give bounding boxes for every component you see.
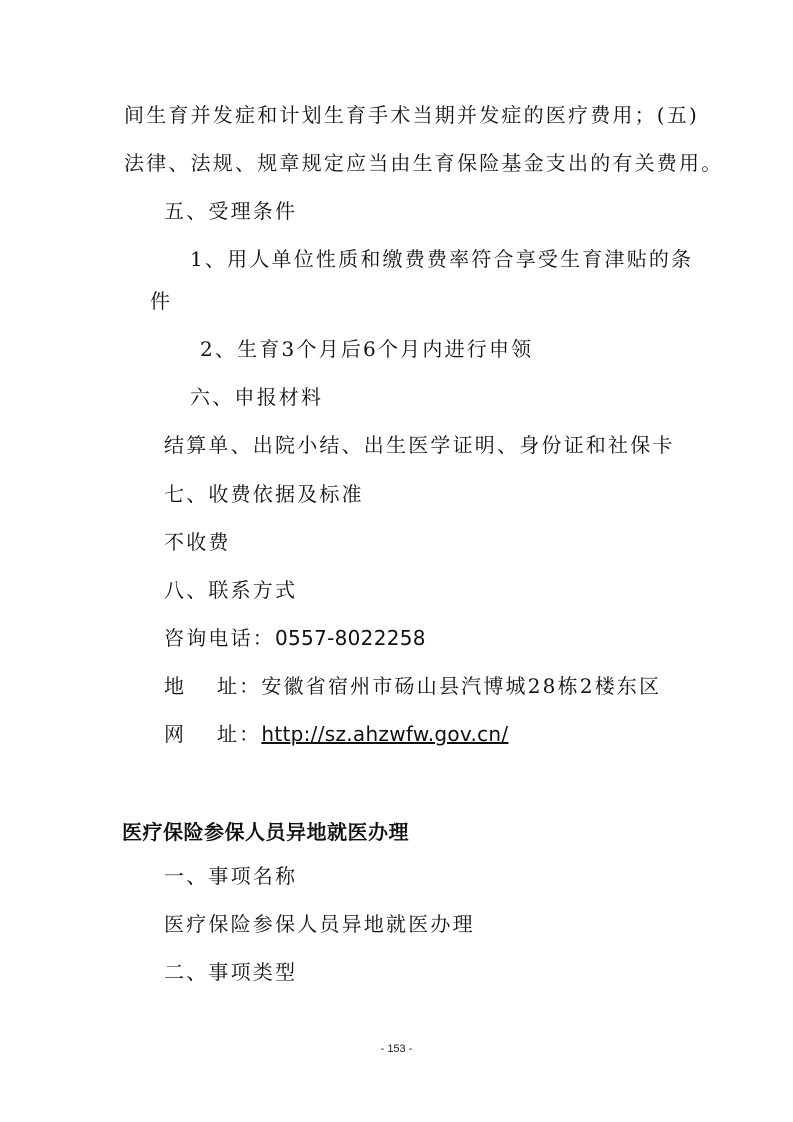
paragraph-line: 法律、法规、规章规定应当由生育保险基金支出的有关费用。	[124, 151, 724, 175]
section-heading-type: 二、事项类型	[164, 960, 298, 984]
page-number: - 153 -	[380, 1043, 413, 1055]
section-heading-contact: 八、联系方式	[164, 578, 298, 602]
paragraph-line: 间生育并发症和计划生育手术当期并发症的医疗费用；(五)	[124, 103, 700, 127]
contact-website-label: 网 址：	[164, 722, 262, 746]
contact-phone	[164, 626, 426, 650]
section-heading-name: 一、事项名称	[164, 864, 298, 888]
paragraph-line: 不收费	[164, 530, 231, 554]
paragraph-line: 2、生育3个月后6个月内进行申领	[200, 337, 534, 361]
contact-website	[164, 722, 508, 746]
paragraph-line: 件	[150, 289, 173, 313]
contact-phone-value: 0557-8022258	[275, 626, 426, 650]
section-title: 医疗保险参保人员异地就医办理	[122, 820, 409, 844]
paragraph-line: 1、用人单位性质和缴费费率符合享受生育津贴的条	[190, 247, 694, 271]
paragraph-line: 医疗保险参保人员异地就医办理	[164, 912, 475, 936]
contact-phone-label: 咨询电话：	[164, 626, 275, 650]
section-heading-acceptance: 五、受理条件	[164, 199, 298, 223]
contact-address: 地 址：安徽省宿州市砀山县汽博城28栋2楼东区	[164, 674, 662, 698]
section-heading-materials: 六、申报材料	[190, 385, 324, 409]
section-heading-fees: 七、收费依据及标准	[164, 482, 364, 506]
paragraph-line: 结算单、出院小结、出生医学证明、身份证和社保卡	[164, 433, 675, 457]
website-link[interactable]: http://sz.ahzwfw.gov.cn/	[261, 722, 509, 746]
